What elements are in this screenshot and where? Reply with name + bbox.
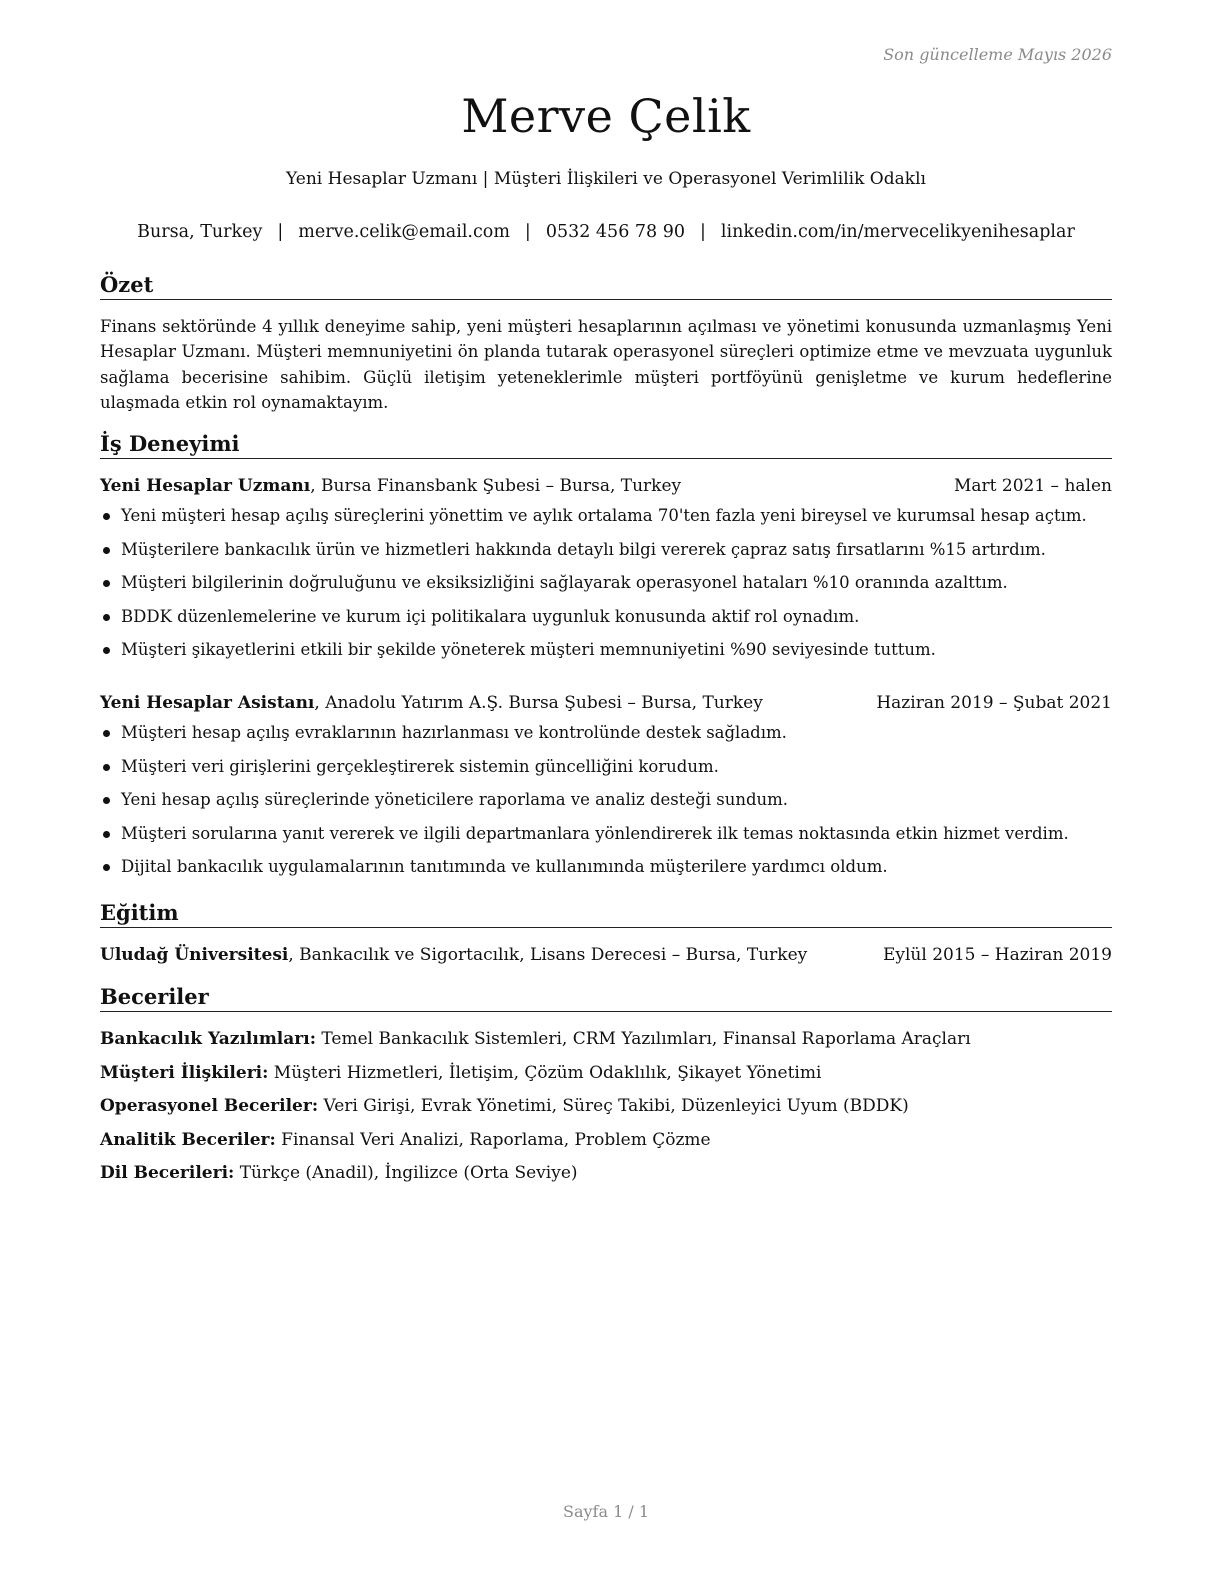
skill-label: Dil Becerileri:: [100, 1163, 235, 1183]
bullet-item: [100, 605, 1112, 639]
summary-text: Finans sektöründe 4 yıllık deneyime sahip, yeni müşteri hesaplarının açılması ve yönetimi konusunda uzmanlaşmış Yeni Hesaplar Uzmanı. Müşteri memnuniyetini ön planda tutarak operasyonel süreçleri optimize etme ve mevzuata uygunluk sağlama becerisine sahibim. Güçlü iletişim yeteneklerimle müşteri portföyünü genişletme ve kurum hedeflerine ulaşmada etkin rol oynamaktayım.: [100, 317, 1112, 412]
bullet-text: Yeni müşteri hesap açılış süreçlerini yönettim ve aylık ortalama 70'ten fazla yeni bireysel ve kurumsal hesap açtım.: [121, 506, 1087, 525]
education-dates: Eylül 2015 – Haziran 2019: [882, 945, 1112, 965]
bullet-icon: [103, 547, 110, 554]
contact-linkedin[interactable]: linkedin.com/in/mervecelikyenihesaplar: [720, 222, 1075, 242]
job-bullets: [100, 504, 1112, 672]
section-title-experience: İş Deneyimi: [100, 431, 1112, 459]
bullet-text: Dijital bankacılık uygulamalarının tanıtımında ve kullanımında müşterilere yardımcı oldum.: [121, 857, 888, 877]
contact-email[interactable]: merve.celik@email.com: [298, 222, 510, 242]
bullet-icon: [103, 864, 110, 871]
section-title-summary: Özet: [100, 272, 1112, 300]
contact-separator: |: [277, 222, 284, 242]
job-org: , Anadolu Yatırım A.Ş. Bursa Şubesi – Bursa, Turkey: [314, 693, 763, 713]
job-org: , Bursa Finansbank Şubesi – Bursa, Turkey: [310, 476, 682, 496]
education-details: , Bankacılık ve Sigortacılık, Lisans Derecesi – Bursa, Turkey: [288, 945, 808, 965]
bullet-item: [100, 638, 1112, 672]
job-role: Yeni Hesaplar Uzmanı: [100, 476, 311, 496]
bullet-item: [100, 855, 1112, 889]
job-bullets: [100, 721, 1112, 889]
skill-value: Finansal Veri Analizi, Raporlama, Problem Çözme: [275, 1129, 711, 1150]
bullet-text: Müşterilere bankacılık ürün ve hizmetleri hakkında detaylı bilgi vererek çapraz satış fırsatlarını %15 artırdım.: [121, 539, 1046, 559]
bullet-item: [100, 788, 1112, 822]
contact-phone: 0532 456 78 90: [545, 222, 685, 242]
section-title-education: Eğitim: [100, 900, 1112, 928]
contact-separator: |: [524, 222, 531, 242]
skill-value: Müşteri Hizmetleri, İletişim, Çözüm Odaklılık, Şikayet Yönetimi: [268, 1062, 822, 1083]
bullet-icon: [103, 513, 110, 520]
skill-row: [100, 1161, 1112, 1195]
last-updated-note: Son güncelleme Mayıs 2026: [883, 45, 1112, 64]
bullet-text: Müşteri hesap açılış evraklarının hazırlanması ve kontrolünde destek sağladım.: [121, 723, 787, 742]
contact-location: Bursa, Turkey: [137, 222, 263, 242]
bullet-icon: [103, 730, 110, 737]
skill-label: Bankacılık Yazılımları:: [100, 1029, 316, 1049]
headline: Yeni Hesaplar Uzmanı | Müşteri İlişkileri ve Operasyonel Verimlilik Odaklı: [286, 169, 926, 189]
skill-row: [100, 1027, 1112, 1061]
job-header: [100, 474, 1112, 498]
section-title-skills: Beceriler: [100, 984, 1112, 1012]
page-number: Sayfa 1 / 1: [562, 1502, 649, 1521]
bullet-text: Müşteri şikayetlerini etkili bir şekilde yöneterek müşteri memnuniyetini %90 seviyesinde tuttum.: [121, 640, 936, 660]
skill-value: Türkçe (Anadil), İngilizce (Orta Seviye): [234, 1163, 578, 1183]
skill-row: [100, 1128, 1112, 1162]
education-school: Uludağ Üniversitesi: [100, 945, 289, 965]
bullet-text: Müşteri bilgilerinin doğruluğunu ve eksiksizliğini sağlayarak operasyonel hataları %10 oranında azalttım.: [121, 573, 1008, 593]
contact-separator: |: [700, 222, 706, 242]
contact-line: [100, 220, 1112, 244]
bullet-icon: [103, 580, 110, 587]
bullet-item: [100, 571, 1112, 605]
resume-page: [100, 0, 1112, 1584]
skill-row: [100, 1094, 1112, 1128]
job-dates: Haziran 2019 – Şubat 2021: [876, 693, 1112, 713]
education-entry: [100, 943, 1112, 967]
skill-label: Analitik Beceriler:: [100, 1129, 276, 1150]
bullet-icon: [103, 831, 110, 838]
skill-value: Temel Bankacılık Sistemleri, CRM Yazılımları, Finansal Raporlama Araçları: [315, 1029, 971, 1049]
job-role: Yeni Hesaplar Asistanı: [100, 693, 315, 713]
bullet-text: Yeni hesap açılış süreçlerinde yöneticilere raporlama ve analiz desteği sundum.: [121, 790, 789, 810]
candidate-name: Merve Çelik: [461, 89, 751, 143]
bullet-item: [100, 721, 1112, 755]
bullet-icon: [103, 614, 110, 621]
bullet-item: [100, 504, 1112, 538]
job-dates: Mart 2021 – halen: [953, 476, 1112, 496]
bullet-text: Müşteri veri girişlerini gerçekleştirerek sistemin güncelliğini korudum.: [121, 756, 719, 776]
skill-label: Operasyonel Beceriler:: [100, 1096, 319, 1116]
job-header: [100, 691, 1112, 715]
bullet-text: Müşteri sorularına yanıt vererek ve ilgili departmanlara yönlendirerek ilk temas noktasında etkin hizmet verdim.: [121, 823, 1069, 843]
skill-row: [100, 1061, 1112, 1095]
skills-list: [100, 1027, 1112, 1195]
skill-value: Veri Girişi, Evrak Yönetimi, Süreç Takibi, Düzenleyici Uyum (BDDK): [318, 1096, 909, 1116]
bullet-item: [100, 538, 1112, 572]
bullet-item: [100, 822, 1112, 856]
bullet-item: [100, 755, 1112, 789]
bullet-icon: [103, 647, 110, 654]
bullet-text: BDDK düzenlemelerine ve kurum içi politikalara uygunluk konusunda aktif rol oynadım.: [121, 606, 860, 626]
bullet-icon: [103, 797, 110, 804]
bullet-icon: [103, 764, 110, 771]
skill-label: Müşteri İlişkileri:: [100, 1062, 269, 1083]
